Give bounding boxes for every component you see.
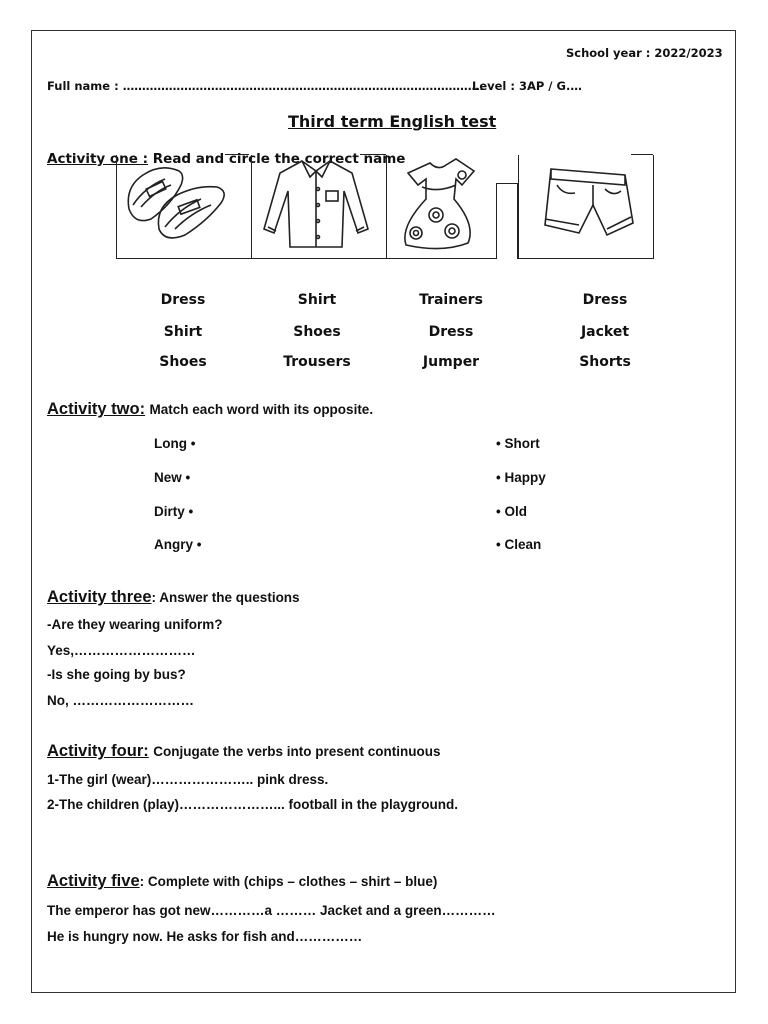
match-left-3: Dirty • — [154, 504, 194, 519]
activity-three-label: Activity three — [47, 588, 152, 606]
choice-col4-3: Shorts — [579, 354, 631, 370]
activity-two-heading — [47, 400, 373, 419]
school-year: School year : 2022/2023 — [566, 46, 723, 60]
activity-one-instruction: Read and circle the correct name — [152, 151, 406, 167]
match-right-2: • Happy — [496, 470, 546, 485]
match-right-3: • Old — [496, 504, 527, 519]
activity-three-instruction: : Answer the questions — [151, 590, 300, 605]
question-2: -Is she going by bus? — [47, 667, 186, 682]
complete-line-1: The emperor has got new…………a ……… Jacket and a green………… — [47, 903, 496, 918]
level-field: Level : 3AP / G.… — [472, 79, 582, 93]
activity-one-label: Activity one : — [47, 151, 149, 167]
picture-frame-1 — [116, 155, 252, 259]
page-title: Third term English test — [288, 112, 497, 131]
choice-col3-1: Trainers — [419, 292, 483, 308]
activity-four-label: Activity four: — [47, 742, 149, 760]
choice-col1-3: Shoes — [159, 354, 207, 370]
choice-col1-2: Shirt — [163, 324, 203, 340]
activity-four-instruction: Conjugate the verbs into present continuous — [153, 744, 441, 759]
answer-2: No, ……………………… — [47, 693, 194, 708]
activity-four-heading — [47, 742, 441, 761]
complete-line-2: He is hungry now. He asks for fish and…………… — [47, 929, 363, 944]
choice-col3-3: Jumper — [422, 354, 480, 370]
choice-col2-1: Shirt — [297, 292, 337, 308]
picture-frame-2 — [250, 155, 387, 259]
conjugate-line-1: 1-The girl (wear)………………….. pink dress. — [47, 772, 329, 787]
activity-two-label: Activity two: — [47, 400, 146, 418]
match-left-1: Long • — [154, 436, 196, 451]
match-right-4: • Clean — [496, 537, 542, 552]
match-right-1: • Short — [496, 436, 540, 451]
picture-frame-3 — [386, 155, 496, 259]
picture-frame-4 — [518, 155, 654, 259]
answer-1: Yes,……………………… — [47, 643, 196, 658]
activity-three-heading — [47, 588, 300, 607]
shorts-icon — [529, 161, 639, 251]
full-name-field: Full name : …………………………………………………………………………………. — [47, 79, 484, 93]
dress-icon — [392, 155, 492, 253]
choice-col2-2: Shoes — [293, 324, 341, 340]
activity-five-label: Activity five — [47, 872, 140, 890]
match-left-4: Angry • — [154, 537, 202, 552]
conjugate-line-2: 2-The children (play)…………………... football in the playground. — [47, 797, 459, 812]
picture-frame-divider — [496, 155, 518, 258]
activity-two-instruction: Match each word with its opposite. — [149, 402, 374, 417]
question-1: -Are they wearing uniform? — [47, 617, 223, 632]
match-left-2: New • — [154, 470, 191, 485]
activity-five-heading — [47, 872, 437, 891]
choice-col1-1: Dress — [160, 292, 206, 308]
choice-col4-2: Jacket — [580, 324, 630, 340]
activity-five-instruction: : Complete with (chips – clothes – shirt – blue) — [139, 874, 438, 889]
trainers-icon — [121, 157, 241, 247]
choice-col3-2: Dress — [428, 324, 474, 340]
choice-col4-1: Dress — [582, 292, 628, 308]
choice-col2-3: Trousers — [283, 354, 351, 370]
shirt-icon — [256, 155, 376, 253]
